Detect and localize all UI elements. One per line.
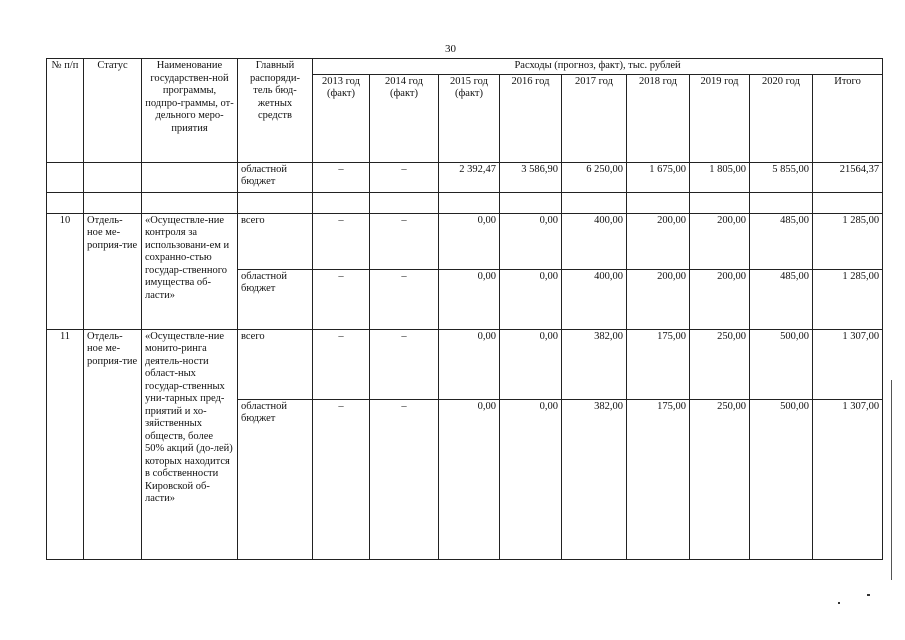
value-cell: 175,00	[627, 399, 690, 559]
item-name: «Осуществле-ние контроля за использовани-ем и сохранно-стью государ-ственного имущества об-ласти»	[142, 213, 238, 329]
value-cell: 1 285,00	[813, 269, 883, 329]
value-cell: –	[370, 329, 439, 399]
value-cell: 200,00	[690, 213, 750, 269]
value-cell: 0,00	[500, 269, 562, 329]
value-cell: 382,00	[562, 399, 627, 559]
year-header: 2020 год	[750, 74, 813, 162]
value-cell: –	[370, 399, 439, 559]
value-cell: 0,00	[500, 329, 562, 399]
value-cell: 5 855,00	[750, 162, 813, 192]
item-status: Отдель-ное ме-роприя-тие	[84, 329, 142, 559]
value-cell: 500,00	[750, 329, 813, 399]
value-cell: 21564,37	[813, 162, 883, 192]
header-manager: Главный распоряди-тель бюд-жетных средств	[238, 59, 313, 163]
expenses-table	[46, 58, 883, 560]
value-cell: 0,00	[500, 213, 562, 269]
value-cell: 1 307,00	[813, 329, 883, 399]
value-cell: 0,00	[439, 399, 500, 559]
source-cell: областной бюджет	[238, 269, 313, 329]
year-header: 2015 год (факт)	[439, 74, 500, 162]
value-cell: 0,00	[500, 399, 562, 559]
value-cell: –	[313, 329, 370, 399]
empty-cell	[142, 162, 238, 192]
value-cell: 200,00	[690, 269, 750, 329]
year-header: 2016 год	[500, 74, 562, 162]
year-header: 2019 год	[690, 74, 750, 162]
year-header: 2013 год (факт)	[313, 74, 370, 162]
value-cell: 400,00	[562, 269, 627, 329]
value-cell: 485,00	[750, 213, 813, 269]
value-cell: 3 586,90	[500, 162, 562, 192]
value-cell: 1 307,00	[813, 399, 883, 559]
scan-speck	[867, 594, 870, 596]
year-header: 2014 год (факт)	[370, 74, 439, 162]
empty-cell	[47, 162, 84, 192]
value-cell: 1 675,00	[627, 162, 690, 192]
source-cell: областной бюджет	[238, 399, 313, 559]
year-header: 2017 год	[562, 74, 627, 162]
value-cell: 1 285,00	[813, 213, 883, 269]
item-number: 11	[47, 329, 84, 559]
value-cell: 0,00	[439, 329, 500, 399]
value-cell: 485,00	[750, 269, 813, 329]
year-header: 2018 год	[627, 74, 690, 162]
value-cell: 250,00	[690, 399, 750, 559]
value-cell: –	[313, 213, 370, 269]
value-cell: 2 392,47	[439, 162, 500, 192]
spacer-row	[47, 192, 883, 213]
value-cell: 6 250,00	[562, 162, 627, 192]
value-cell: 175,00	[627, 329, 690, 399]
item-number: 10	[47, 213, 84, 329]
value-cell: 500,00	[750, 399, 813, 559]
year-header: Итого	[813, 74, 883, 162]
value-cell: 1 805,00	[690, 162, 750, 192]
source-cell: всего	[238, 329, 313, 399]
table-row	[47, 213, 883, 269]
table-row	[47, 162, 883, 192]
value-cell: 382,00	[562, 329, 627, 399]
value-cell: 0,00	[439, 269, 500, 329]
header-row	[47, 59, 883, 75]
empty-cell	[84, 162, 142, 192]
value-cell: –	[370, 269, 439, 329]
page-number: 30	[445, 43, 456, 55]
value-cell: –	[370, 162, 439, 192]
value-cell: 0,00	[439, 213, 500, 269]
value-cell: –	[313, 162, 370, 192]
table-row	[47, 329, 883, 399]
value-cell: –	[370, 213, 439, 269]
header-expenses: Расходы (прогноз, факт), тыс. рублей	[313, 59, 883, 75]
source-cell: областной бюджет	[238, 162, 313, 192]
value-cell: 250,00	[690, 329, 750, 399]
source-cell: всего	[238, 213, 313, 269]
value-cell: –	[313, 399, 370, 559]
header-name: Наименование государствен-ной программы, подпро-граммы, от-дельного меро-приятия	[142, 59, 238, 163]
value-cell: 200,00	[627, 269, 690, 329]
header-status: Статус	[84, 59, 142, 163]
item-name: «Осуществле-ние монито-ринга деятель-ности област-ных государ-ственных уни-тарных пред-приятий и хо-зяйственных обществ, более 50% акций (до-лей) которых находится в собственности Кировской об-ласти»	[142, 329, 238, 559]
value-cell: 400,00	[562, 213, 627, 269]
scan-speck	[838, 602, 840, 604]
header-num: № п/п	[47, 59, 84, 163]
value-cell: –	[313, 269, 370, 329]
value-cell: 200,00	[627, 213, 690, 269]
item-status: Отдель-ное ме-роприя-тие	[84, 213, 142, 329]
scan-line	[891, 380, 892, 580]
